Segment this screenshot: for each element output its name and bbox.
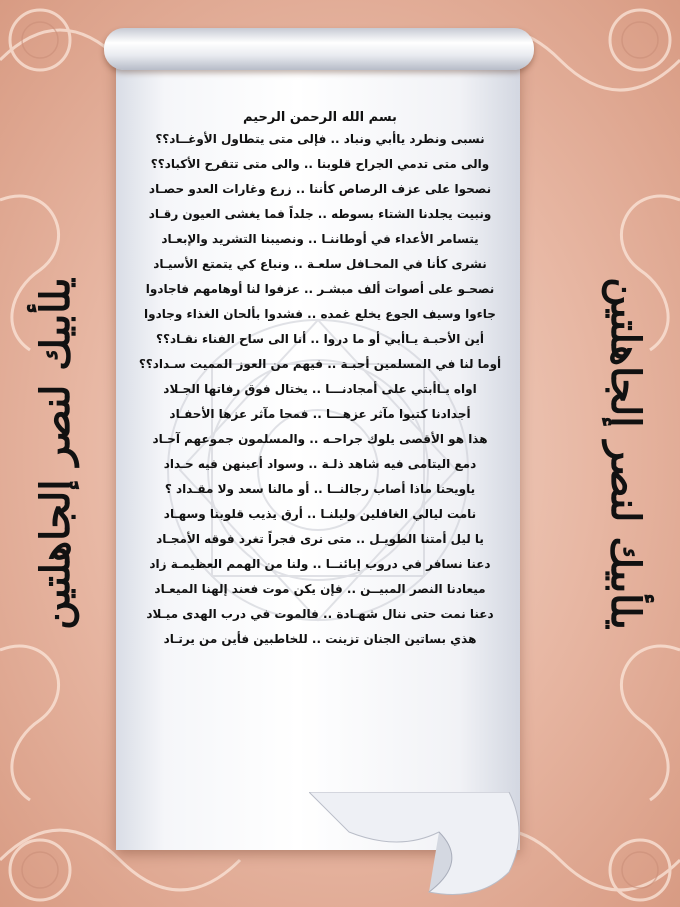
poem-line: أجدادنا كتبوا مآثر عزهـــا .. فمحا مآثر عزها الأحفـاد [169,407,471,421]
poem-line: يتسامر الأعداء في أوطاننـا .. ونصيبنا التشريد والإبعـاد [161,232,479,246]
right-calligraphy-text: يلأبيك لنصر إلجاهلتين [601,277,649,630]
paper-scroll [104,22,534,902]
poem-line: نصحوا على عزف الرصاص كأننا .. زرع وغارات العدو حصـاد [148,182,492,196]
poem-line: والى متى تدمي الجراح قلوبنا .. والى متى تتقرح الأكباد؟؟ [150,157,490,171]
poem-line: دعنا نسافر في دروب إبائنــا .. ولنا من الهمم العظيمـة زاد [149,557,491,571]
poem-line: دعنا نمت حتى ننال شهـادة .. فالموت في درب الهدى ميـلاد [146,607,494,621]
scroll-roll-top [104,28,534,70]
poem-line: ونبيت يجلدنا الشتاء بسوطه .. جلداً فما يغشى العيون رقـاد [148,207,492,221]
poem-line: نامت ليالي الغافلين وليلنـا .. أرق يذيب قلوبنا وسهـاد [163,507,477,521]
right-calligraphy [570,0,680,907]
poem-line: ميعادنا النصر المبيــن .. فإن يكن موت فعند إلهنا الميعـاد [154,582,486,596]
poem-line: دمع اليتامى فيه شاهد ذلـة .. وسواد أعينهن فيه حـداد [163,457,477,471]
poem-line: يا ليل أمتنا الطويـل .. متى نرى فجراً تغرد فوقه الأمجـاد [156,532,484,546]
poem-line: ياويحنا ماذا أصاب رجالنــا .. أو مالنا سعد ولا مقـداد ؟ [164,482,476,496]
poem-line: هذا هو الأقصى يلوك جراحـه .. والمسلمون جموعهم آحـاد [152,432,488,446]
poem-line: جاءوا وسيف الجوع يخلع غمده .. فشدوا بألحان الغذاء وجادوا [144,307,496,321]
poem-line: أوما لنا في المسلمين أحبـة .. فيهم من العوز المميت سـداد؟؟ [138,357,502,371]
poem-line: نشرى كأنا في المحـافل سلعـة .. ونباع كي يتمتع الأسيـاد [153,257,487,271]
poem-line: هذي بساتين الجنان تزينت .. للخاطبين فأين من يرتـاد [163,632,477,646]
poem-line: نسبى ونطرد ياأبي ونباد .. فإلى متى يتطاول الأوغــاد؟؟ [155,132,485,146]
poem-line: نصحـو على أصوات ألف مبشـر .. عزفوا لنا أوهامهم فاجادوا [145,282,495,296]
scroll-bottom-curl [309,792,529,902]
poem-content [122,110,518,652]
scroll-heading: بسم الله الرحمن الرحيم [243,110,397,125]
poem-line: أين الأحبـة يـاأبي أو ما دروا .. أنا الى ساح الفناء نقـاد؟؟ [156,332,484,346]
left-calligraphy [0,0,110,907]
poem-line: اواه يـاأبتي على أمجادنـــا .. يختال فوق رفاتها الجـلاد [163,382,477,396]
left-calligraphy-text: يلأبيك لنصر إلجاهلتين [31,277,79,630]
